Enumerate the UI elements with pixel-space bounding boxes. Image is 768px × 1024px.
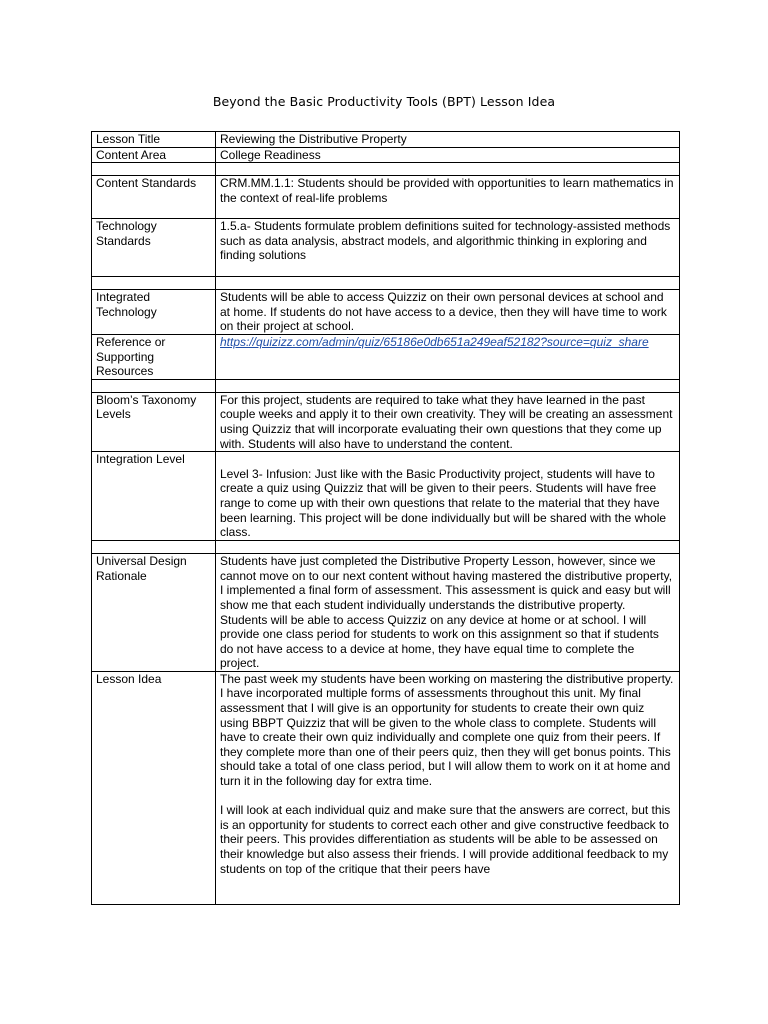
spacer-row [92, 163, 680, 176]
label-integration-level: Integration Level [92, 452, 216, 541]
value-integrated-technology: Students will be able to access Quizziz on their own personal devices at school and at home. If students do not have access to a device, then they will have time to work on their project at school. [216, 290, 680, 335]
row-integration-level [92, 452, 680, 541]
value-reference [216, 334, 680, 379]
value-technology-standards: 1.5.a- Students formulate problem definitions suited for technology-assisted methods such as data analysis, abstract models, and algorithmic thinking in exploring and finding solutions [216, 219, 680, 277]
value-integration-level [216, 452, 680, 541]
label-blooms-taxonomy: Bloom’s Taxonomy Levels [92, 392, 216, 451]
value-universal-design: Students have just completed the Distributive Property Lesson, however, since we cannot move on to our next content without having mastered the distributive property, I implemented a final form of assessment. This assessment is quick and easy but will show me that each student individually understands the distributive property. Students will be able to access Quizziz on any device at home or at school. I will provide one class period for students to work on this assignment so that if students do not have access to a device at home, they have equal time to complete the project. [216, 554, 680, 672]
integration-level-text: Level 3- Infusion: Just like with the Basic Productivity project, students will have to create a quiz using Quizziz that will be given to their peers. Students will have free range to come up with their own questions that relate to the material that they have been learning. This project will be done individually but will be shared with the whole class. [220, 466, 667, 540]
spacer-row [92, 379, 680, 392]
document-title: Beyond the Basic Productivity Tools (BPT) Lesson Idea [212, 94, 556, 109]
spacer-cell [216, 277, 680, 290]
spacer-cell [92, 379, 216, 392]
blank-line [220, 789, 675, 804]
row-lesson-idea [92, 671, 680, 904]
spacer-cell [92, 163, 216, 176]
label-integrated-technology: Integrated Technology [92, 290, 216, 335]
lesson-idea-paragraph-1: The past week my students have been working on mastering the distributive property. I have incorporated multiple forms of assessments throughout this unit. My final assessment that I will give is an opportunity for students to create their own quiz using BBPT Quizziz that will be given to the whole class to complete. Students will have to create their own quiz individually and complete one quiz from their peers. If they complete more than one of their peers quiz, then they will get bonus points. This should take a total of one class period, but I will allow them to work on it at home and turn it in the following day for extra time. [220, 671, 674, 789]
value-content-area: College Readiness [216, 147, 680, 163]
lesson-idea-paragraph-2: I will look at each individual quiz and make sure that the answers are correct, but this is an opportunity for students to correct each other and give constructive feedback to their peers. This provides differentiation as students will be able to be assessed on their knowledge but also assess their friends. I will provide additional feedback to my students on top of the critique that their peers have [220, 803, 671, 876]
label-lesson-title: Lesson Title [92, 132, 216, 148]
row-reference [92, 334, 680, 379]
reference-link[interactable]: https://quizizz.com/admin/quiz/65186e0db651a249eaf52182?source=quiz_share [220, 334, 649, 349]
row-content-area [92, 147, 680, 163]
row-universal-design [92, 554, 680, 672]
spacer-cell [92, 541, 216, 554]
value-lesson-title: Reviewing the Distributive Property [216, 132, 680, 148]
row-blooms-taxonomy [92, 392, 680, 451]
blank-line [220, 452, 675, 467]
label-technology-standards: Technology Standards [92, 219, 216, 277]
label-reference: Reference or Supporting Resources [92, 334, 216, 379]
spacer-cell [216, 163, 680, 176]
label-lesson-idea: Lesson Idea [92, 671, 216, 904]
spacer-row [92, 541, 680, 554]
label-universal-design: Universal Design Rationale [92, 554, 216, 672]
value-content-standards: CRM.MM.1.1: Students should be provided with opportunities to learn mathematics in the context of real-life problems [216, 176, 680, 219]
lesson-idea-table [91, 131, 680, 905]
row-technology-standards [92, 219, 680, 277]
label-content-standards: Content Standards [92, 176, 216, 219]
label-content-area: Content Area [92, 147, 216, 163]
row-lesson-title [92, 132, 680, 148]
spacer-cell [216, 541, 680, 554]
value-blooms-taxonomy: For this project, students are required to take what they have learned in the past couple weeks and apply it to their own creativity. They will be creating an assessment using Quizziz that will incorporate evaluating their own questions that they come up with. Students will also have to understand the content. [216, 392, 680, 451]
spacer-row [92, 277, 680, 290]
row-content-standards [92, 176, 680, 219]
row-integrated-technology [92, 290, 680, 335]
value-lesson-idea [216, 671, 680, 904]
spacer-cell [92, 277, 216, 290]
spacer-cell [216, 379, 680, 392]
